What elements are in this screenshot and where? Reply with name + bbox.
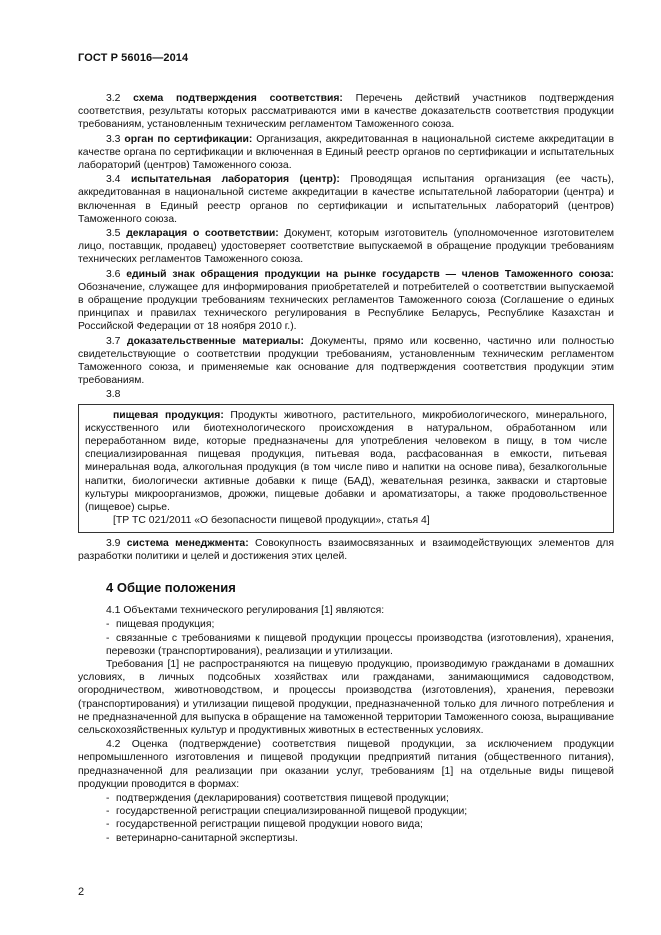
list-item: - пищевая продукция; xyxy=(106,619,215,631)
list-item-text: ветеринарно-санитарной экспертизы. xyxy=(116,832,298,844)
definition-text: Документ, которым изготовитель (уполномоченное изготовителем лицо, поставщик, продавец) удостоверяет соответствие выпускаемой в обращение продукции требованиям технических регламентов Таможенного союза. xyxy=(78,228,614,266)
definition-number: 3.7 xyxy=(106,335,121,347)
definition-3-5 xyxy=(78,227,614,267)
list-item-text: подтверждения (декларирования) соответствия пищевой продукции; xyxy=(116,792,449,804)
definition-term: доказательственные материалы: xyxy=(126,335,304,347)
definition-text: Проводящая испытания организация (ее часть), аккредитованная в национальной системе аккредитации в качестве испытательной лаборатории (центра) и включенная в Единый реестр органов по сертификации и испытательных лабораторий (центров) Таможенного союза. xyxy=(78,174,615,225)
definition-term: схема подтверждения соответствия: xyxy=(133,93,343,104)
list-item: - подтверждения (декларирования) соответствия пищевой продукции; xyxy=(106,792,449,804)
section-title: 4 Общие положения xyxy=(106,579,236,595)
definition-3-3 xyxy=(78,133,614,173)
definition-3-6 xyxy=(78,268,614,334)
definition-term: пищевая продукция: xyxy=(113,409,224,421)
definition-3-4 xyxy=(78,173,614,226)
definition-number: 3.5 xyxy=(106,228,121,240)
definition-3-8 xyxy=(85,409,607,515)
definition-text: Перечень действий участников подтверждения соответствия, результаты которых рассматриваются ими в качестве доказательств соответствия продукции требованиям, установленным техническим регламентом Таможенного союза. xyxy=(78,93,614,131)
paragraph-requirements: Требования [1] не распространяются на пищевую продукцию, производимую гражданами в домашних условиях, в личных подсобных хозяйствах или гражданами, занимающимися садоводством, огородничеством, животноводством, и процессы производства (изготовления), хранения, перевозки (транспортирования) и утилизации пищевой продукции, предназначенной только для личного потребления и не предназначенной для выпуска в обращение на таможенной территории Таможенного союза, выращивание сельскохозяйственных культур и продуктивных животных в естественных условиях. xyxy=(78,658,614,736)
list-item: - связанные с требованиями к пищевой продукции процессы производства (изготовления), хранения, перевозки (транспортирования), реализации и утилизации. xyxy=(106,632,614,657)
definition-3-8-number: 3.8 xyxy=(106,389,121,401)
paragraph-4-1: 4.1 Объектами технического регулирования [1] являются: xyxy=(106,605,385,617)
page-number: 2 xyxy=(78,886,85,898)
list-item-text: государственной регистрации пищевой продукции нового вида; xyxy=(116,819,423,831)
definition-number: 3.3 xyxy=(106,133,121,145)
definition-term: единый знак обращения продукции на рынке государств — членов Таможенного союза: xyxy=(126,268,614,280)
definition-text: Обозначение, служащее для информирования приобретателей и потребителей о соответствии выпускаемой в обращение продукции требованиям технических регламентов Таможенного союза (Соглашение о единых принципах и правилах технического регулирования в Республике Беларусь, Республике Казахстан и Российской Федерации от 18 ноября 2010 г.). xyxy=(78,281,614,333)
definition-3-2 xyxy=(78,92,614,132)
definition-term: орган по сертификации: xyxy=(124,133,253,145)
paragraph-4-2: 4.2 Оценка (подтверждение) соответствия пищевой продукции, за исключением продукции непромышленного изготовления и пищевой продукции предприятий питания (общественного питания), предназначенной для реализации при оказании услуг, требованиям [1] на отдельные виды пищевой продукции проводится в формах: xyxy=(78,739,614,790)
list-item-text: связанные с требованиями к пищевой продукции процессы производства (изготовления), хранения, перевозки (транспортирования), реализации и утилизации. xyxy=(106,632,614,657)
list-item-text: государственной регистрации специализированной пищевой продукции; xyxy=(116,806,468,818)
definition-text: Продукты животного, растительного, микробиологического, минерального, искусственного или биотехнологического происхождения в натуральном, обработанном или переработанном виде, которые предназначены для употребления человеком в пищу, в том числе специализированная пищевая продукция, питьевая вода, расфасованная в емкости, питьевая минеральная вода, алкогольная продукция (в том числе пиво и напитки на основе пива), безалкогольные напитки, биологически активные добавки к пище (БАД), жевательная резинка, закваски и стартовые культуры микроорганизмов, дрожжи, пищевые добавки и ароматизаторы, а также продовольственное (пищевое) сырье. xyxy=(85,409,607,514)
regulation-objects-list xyxy=(78,618,614,658)
definition-number: 3.2 xyxy=(106,93,121,104)
definition-term: декларация о соответствии: xyxy=(126,228,279,240)
definition-3-9 xyxy=(78,537,614,563)
definition-number: 3.4 xyxy=(106,174,121,186)
definition-text: Документы, прямо или косвенно, частично или полностью свидетельствующие о соответствии продукции требованиям, установленным техническим регламентом Таможенного союза, и применяемые как основание для подтверждения соответствия продукции этим требованиям. xyxy=(78,335,615,387)
definition-3-7 xyxy=(78,335,614,388)
list-item: - ветеринарно-санитарной экспертизы. xyxy=(106,832,298,844)
conformity-forms-list xyxy=(78,792,614,845)
definition-number: 3.9 xyxy=(106,537,121,549)
list-item: - государственной регистрации пищевой продукции нового вида; xyxy=(106,819,423,831)
definition-text: Организация, аккредитованная в национальной системе аккредитации в качестве органа по сертификации и включенная в Единый реестр органов по сертификации и испытательных лабораторий (центров) Таможенного союза. xyxy=(78,133,614,172)
list-item: - государственной регистрации специализированной пищевой продукции; xyxy=(106,806,468,818)
definition-term: система менеджмента: xyxy=(126,537,249,549)
list-item-text: пищевая продукция; xyxy=(116,619,215,631)
definition-3-8-box xyxy=(78,404,614,533)
definition-number: 3.6 xyxy=(106,268,121,280)
definition-text: Совокупность взаимосвязанных и взаимодействующих элементов для разработки политики и целей и достижения этих целей. xyxy=(78,537,614,562)
document-code: ГОСТ Р 56016—2014 xyxy=(78,52,189,64)
definition-source: [ТР ТС 021/2011 «О безопасности пищевой продукции», статья 4] xyxy=(113,515,430,527)
definition-term: испытательная лаборатория (центр): xyxy=(130,174,340,186)
page-content xyxy=(78,92,614,845)
